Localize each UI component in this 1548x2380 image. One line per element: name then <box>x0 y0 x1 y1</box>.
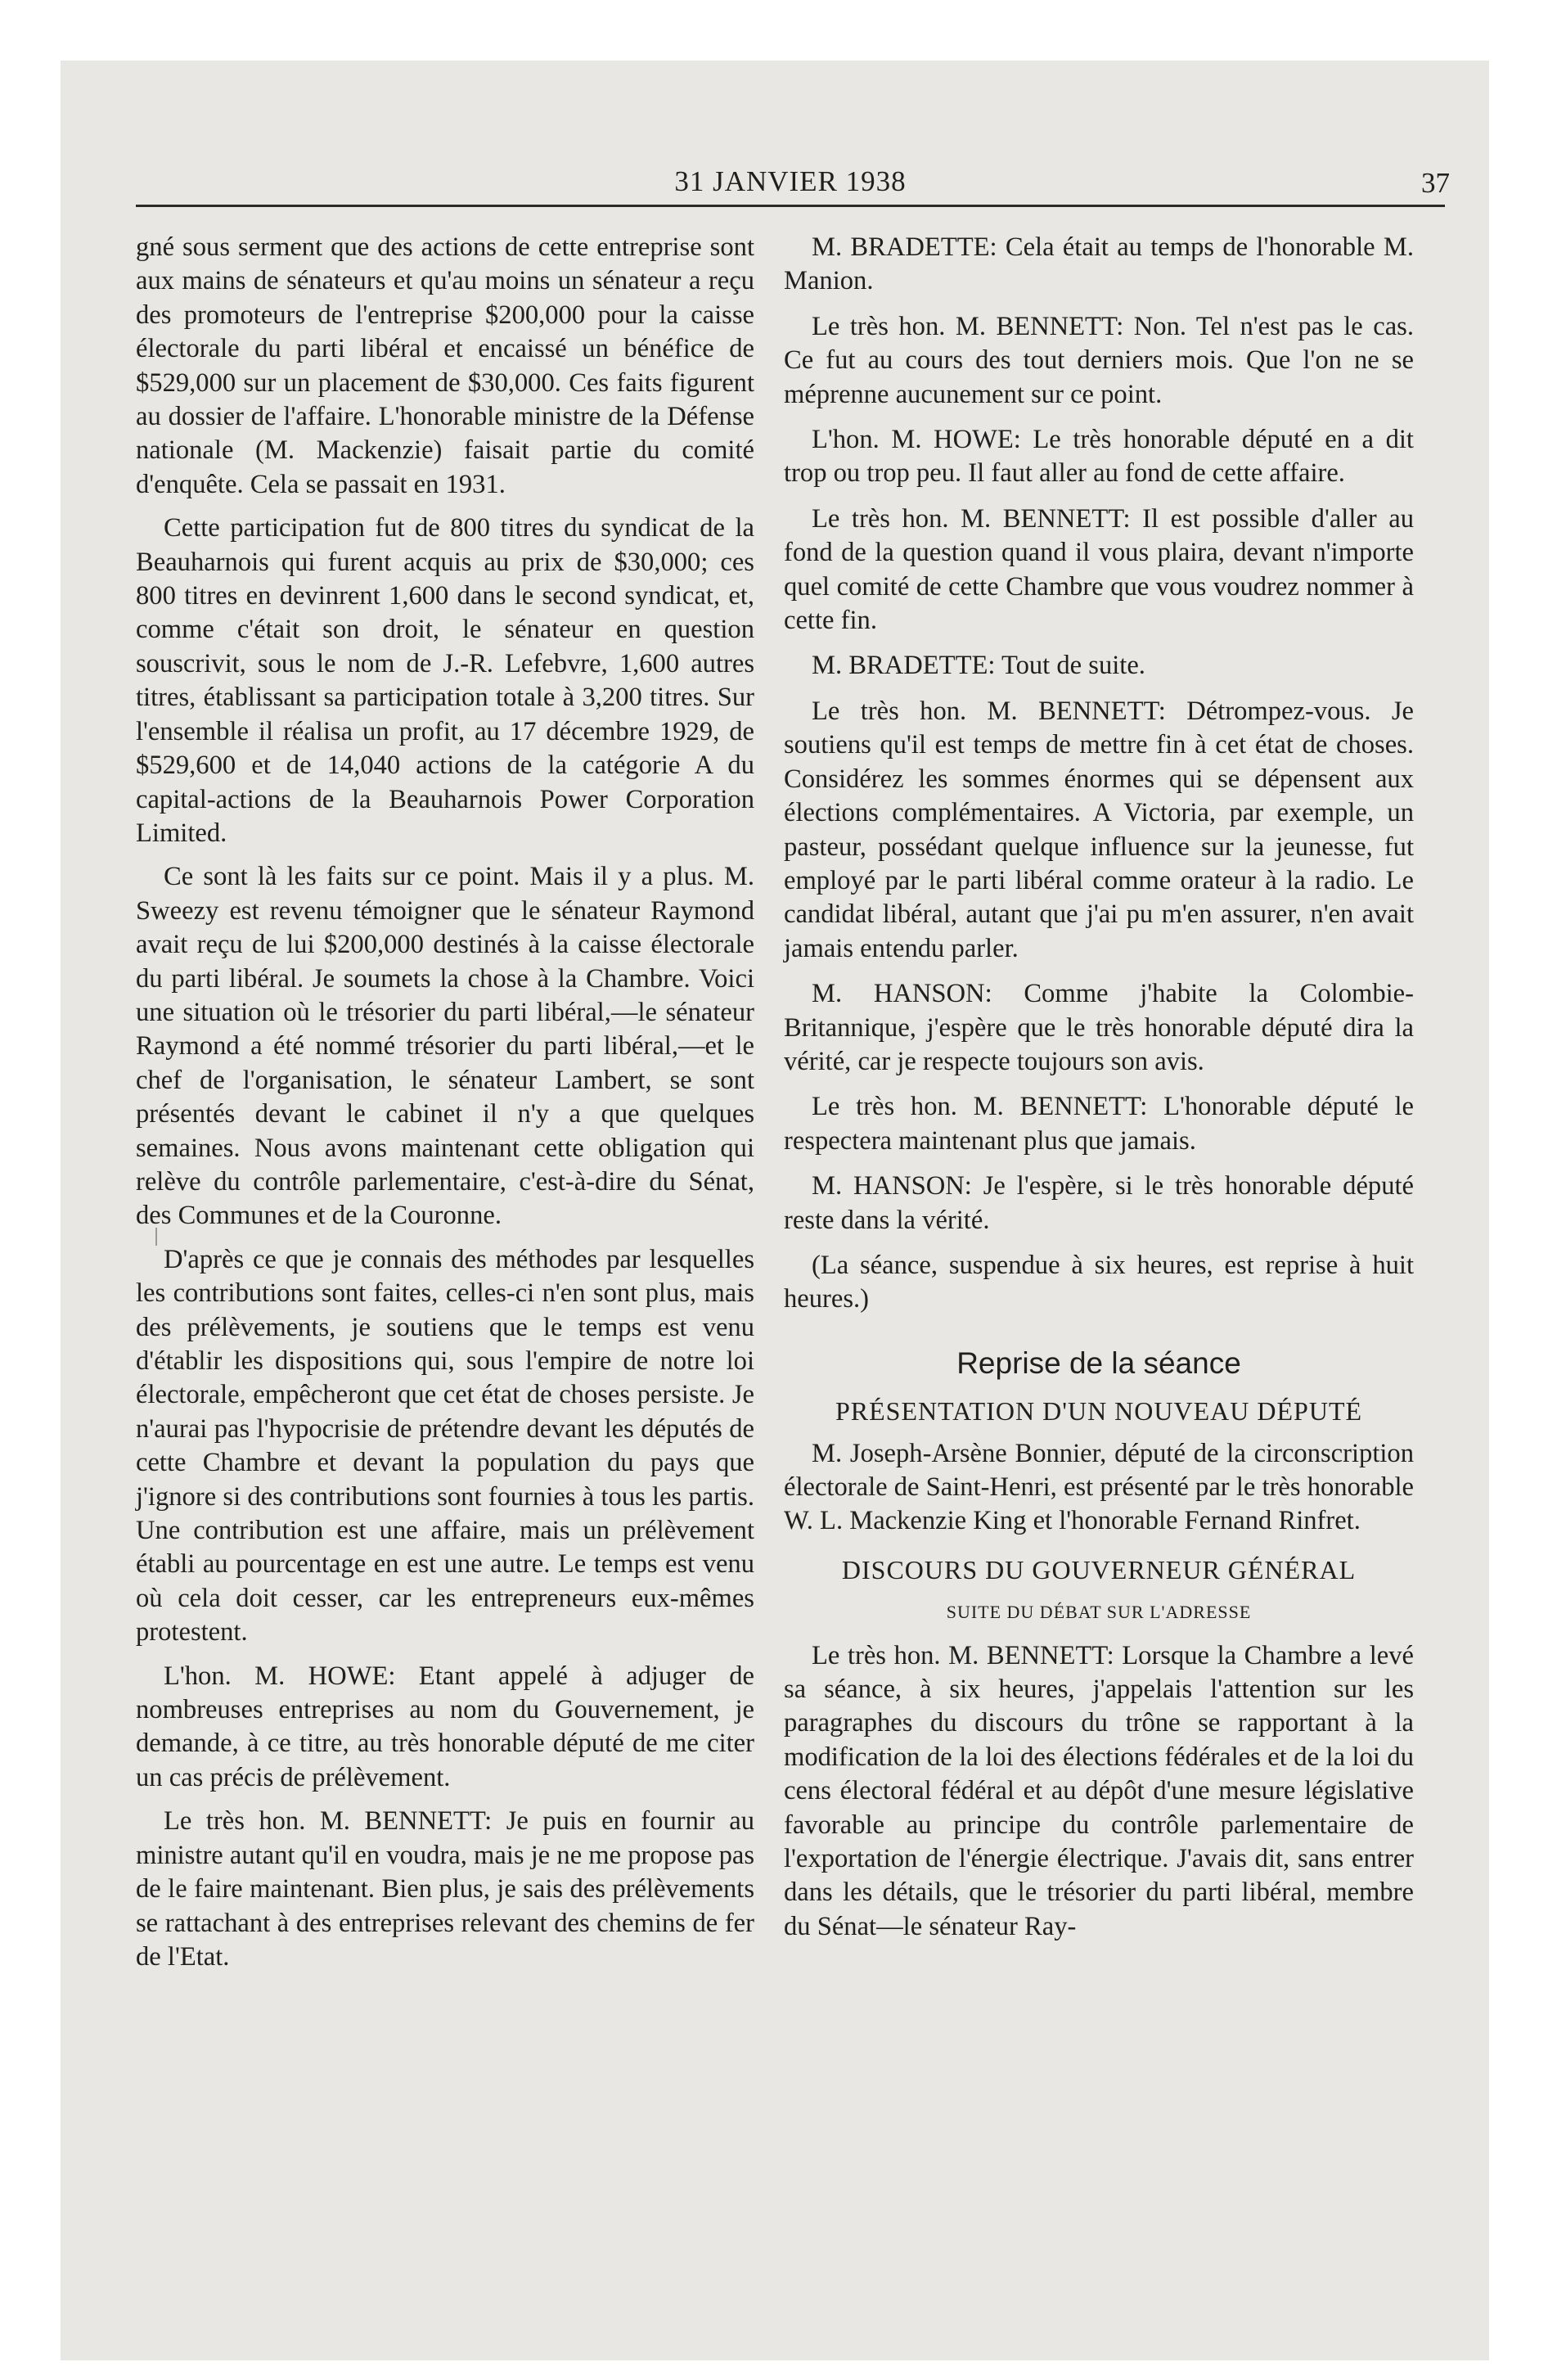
left-column <box>136 231 754 1974</box>
paragraph: Le très hon. M. BENNETT: Non. Tel n'est pas le cas. Ce fut au cours des tout derniers mois. Que l'on ne se méprenne aucunement sur ce point. <box>784 311 1414 409</box>
paragraph: Le très hon. M. BENNETT: Il est possible d'aller au fond de la question quand il vous plaira, devant n'importe quel comité de cette Chambre que vous voudrez nommer à cette fin. <box>784 503 1414 636</box>
right-column <box>784 231 1414 1944</box>
paragraph: M. BRADETTE: Cela était au temps de l'honorable M. Manion. <box>784 232 1414 296</box>
paragraph: M. HANSON: Je l'espère, si le très honorable député reste dans la vérité. <box>784 1171 1414 1235</box>
paragraph: Le très hon. M. BENNETT: Lorsque la Chambre a levé sa séance, à six heures, j'appelais l'attention sur les paragraphes du discours du trône se rapportant à la modification de la loi des élections fédérales et de la loi du cens électoral fédéral et au dépôt d'une mesure législative favorable au principe du contrôle parlementaire de l'exportation de l'énergie électrique. J'avais dit, sans entrer dans les détails, que le trésorier du parti libéral, membre du Sénat—le sénateur Ray- <box>784 1640 1414 1941</box>
page-header <box>136 151 1450 200</box>
paragraph: Ce sont là les faits sur ce point. Mais il y a plus. M. Sweezy est revenu témoigner que le sénateur Raymond avait reçu de lui $200,000 destinés à la caisse électorale du parti libéral. Je soumets la chose à la Chambre. Voici une situation où le trésorier du parti libéral,—le sénateur Raymond a été nommé trésorier du parti libéral,—et le chef de l'organisation, le sénateur Lambert, se sont présentés devant le cabinet il n'y a que quelques semaines. Nous avons maintenant cette obligation qui relève du contrôle parlementaire, c'est-à-dire du Sénat, des Communes et de la Couronne. <box>136 862 754 1231</box>
paragraph: L'hon. M. HOWE: Le très honorable député en a dit trop ou trop peu. Il faut aller au fond de cette affaire. <box>784 425 1414 489</box>
subheading: DISCOURS DU GOUVERNEUR GÉNÉRAL <box>841 1554 1357 1584</box>
paragraph: Le très hon. M. BENNETT: Détrompez-vous. Je soutiens qu'il est temps de mettre fin à cet état de choses. Considérez les sommes énormes qui se dépensent aux élections complémentaires. A Victoria, par exemple, un pasteur, possédant quelque influence sur la jeunesse, fut employé par le parti libéral comme orateur à la radio. Le candidat libéral, autant que j'ai pu m'en assurer, n'en avait jamais entendu parler. <box>784 696 1414 963</box>
running-title: 31 JANVIER 1938 <box>674 165 907 197</box>
subsubheading: SUITE DU DÉBAT SUR L'ADRESSE <box>946 1602 1252 1623</box>
paragraph: Le très hon. M. BENNETT: Je puis en fournir au ministre autant qu'il en voudra, mais je ne me propose pas de le faire maintenant. Bien plus, je sais des prélèvements se rattachant à des entreprises relevant des chemins de fer de l'Etat. <box>136 1806 754 1972</box>
paragraph: M. HANSON: Comme j'habite la Colombie-Britannique, j'espère que le très honorable député dira la vérité, car je respecte toujours son avis. <box>784 979 1414 1076</box>
paragraph: M. BRADETTE: Tout de suite. <box>812 651 1145 681</box>
paragraph: M. Joseph-Arsène Bonnier, député de la circonscription électorale de Saint-Henri, est présenté par le très honorable W. L. Mackenzie King et l'honorable Fernand Rinfret. <box>784 1438 1414 1536</box>
section-heading: Reprise de la séance <box>956 1346 1241 1380</box>
paragraph: D'après ce que je connais des méthodes par lesquelles les contributions sont faites, celles-ci n'en sont plus, mais des prélèvements, je soutiens que le temps est venu d'établir les dispositions qui, sous l'empire de notre loi électorale, empêcheront que cet état de choses persiste. Je n'aurai pas l'hypocrisie de prétendre devant les députés de cette Chambre et devant la population du pays que j'ignore si des contributions sont fournies à tous les partis. Une contribution est une affaire, mais un prélèvement établi au pourcentage en est une autre. Le temps est venu où cela doit cesser, car les entrepreneurs eux-mêmes protestent. <box>136 1244 754 1648</box>
header-rule <box>136 205 1445 207</box>
paragraph: L'hon. M. HOWE: Etant appelé à adjuger de nombreuses entreprises au nom du Gouvernement, je demande, à ce titre, au très honorable député de me citer un cas précis de prélèvement. <box>136 1661 754 1792</box>
paragraph: Le très hon. M. BENNETT: L'honorable député le respectera maintenant plus que jamais. <box>784 1092 1414 1156</box>
subheading: PRÉSENTATION D'UN NOUVEAU DÉPUTÉ <box>835 1396 1363 1427</box>
scanned-page <box>61 61 1489 2360</box>
paragraph: gné sous serment que des actions de cette entreprise sont aux mains de sénateurs et qu'au moins un sénateur a reçu des promoteurs de l'entreprise $200,000 pour la caisse électorale du parti libéral et encaissé un bénéfice de $529,000 sur un placement de $30,000. Ces faits figurent au dossier de l'affaire. L'honorable ministre de la Défense nationale (M. Mackenzie) faisait partie du comité d'enquête. Cela se passait en 1931. <box>136 232 754 499</box>
page-number: 37 <box>1421 167 1450 199</box>
paragraph: Cette participation fut de 800 titres du syndicat de la Beauharnois qui furent acquis au prix de $30,000; ces 800 titres en devinrent 1,600 dans le second syndicat, et, comme c'était son droit, le sénateur en question souscrivit, sous le nom de J.-R. Lefebvre, 1,600 autres titres, établissant sa participation totale à 3,200 titres. Sur l'ensemble il réalisa un profit, au 17 décembre 1929, de $529,600 et de 14,040 actions de la catégorie A du capital-actions de la Beauharnois Power Corporation Limited. <box>136 513 754 848</box>
paragraph: (La séance, suspendue à six heures, est reprise à huit heures.) <box>784 1250 1414 1314</box>
